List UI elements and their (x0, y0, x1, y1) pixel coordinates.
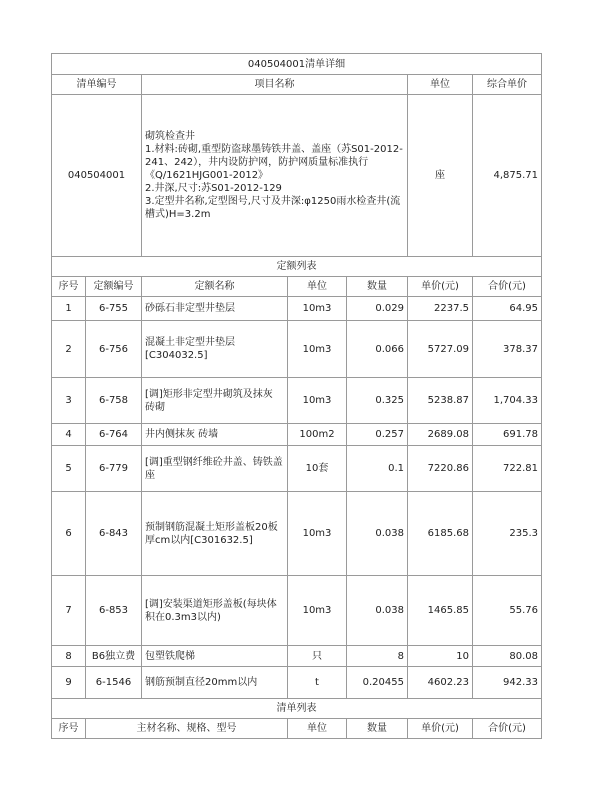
row-seq: 5 (52, 446, 86, 492)
row-name: 钢筋预制直径20mm以内 (142, 667, 288, 699)
row-code: B6独立费 (86, 646, 142, 667)
row-unit: 10m3 (288, 297, 347, 321)
table-row (52, 646, 542, 667)
bill-detail-table (51, 53, 542, 739)
row-price: 10 (408, 646, 473, 667)
row-name: 砂砾石非定型井垫层 (142, 297, 288, 321)
quota-seq-header: 序号 (52, 277, 86, 297)
row-code: 6-755 (86, 297, 142, 321)
row-qty: 0.20455 (347, 667, 408, 699)
row-name: 包塑铁爬梯 (142, 646, 288, 667)
row-seq: 3 (52, 378, 86, 424)
row-total: 942.33 (473, 667, 542, 699)
row-total: 378.37 (473, 321, 542, 378)
row-total: 1,704.33 (473, 378, 542, 424)
row-total: 235.3 (473, 492, 542, 576)
quota-price-header: 单价(元) (408, 277, 473, 297)
row-price: 1465.85 (408, 576, 473, 646)
quota-section-title: 定额列表 (52, 257, 542, 277)
row-unit: 100m2 (288, 424, 347, 446)
bill-unit-price-header: 综合单价 (473, 75, 542, 95)
material-price-header: 单价(元) (408, 719, 473, 739)
row-price: 4602.23 (408, 667, 473, 699)
bill-desc-line: 3.定型井名称,定型图号,尺寸及井深:φ1250雨水检查井(流槽式)H=3.2m (145, 196, 401, 220)
row-price: 2237.5 (408, 297, 473, 321)
row-price: 5727.09 (408, 321, 473, 378)
row-name: 预制钢筋混凝土矩形盖板20板厚cm以内[C301632.5] (142, 492, 288, 576)
row-total: 64.95 (473, 297, 542, 321)
bill-desc-line: 砌筑检查井 (145, 131, 195, 142)
row-total: 55.76 (473, 576, 542, 646)
bill-unit-header: 单位 (408, 75, 473, 95)
row-seq: 4 (52, 424, 86, 446)
row-unit: 10m3 (288, 378, 347, 424)
bill-desc-line: 1.材料:砖砌,重型防盗球墨铸铁井盖、盖座（苏S01-2012-241、242），井内设防护网，防护网质量标准执行《Q/1621HJG001-2012》 (145, 144, 403, 181)
quota-unit-header: 单位 (288, 277, 347, 297)
bill-code-header: 清单编号 (52, 75, 142, 95)
material-header-row (52, 719, 542, 739)
row-code: 6-843 (86, 492, 142, 576)
material-seq-header: 序号 (52, 719, 86, 739)
row-unit: 10m3 (288, 321, 347, 378)
row-unit: 10套 (288, 446, 347, 492)
row-name: [调]安装渠道矩形盖板(每块体积在0.3m3以内) (142, 576, 288, 646)
table-row (52, 321, 542, 378)
row-qty: 0.029 (347, 297, 408, 321)
bill-code: 040504001 (52, 95, 142, 257)
quota-qty-header: 数量 (347, 277, 408, 297)
material-qty-header: 数量 (347, 719, 408, 739)
row-name: 混凝土非定型井垫层[C304032.5] (142, 321, 288, 378)
row-unit: t (288, 667, 347, 699)
row-price: 7220.86 (408, 446, 473, 492)
row-total: 691.78 (473, 424, 542, 446)
row-price: 2689.08 (408, 424, 473, 446)
quota-name-header: 定额名称 (142, 277, 288, 297)
bill-unit: 座 (408, 95, 473, 257)
row-seq: 9 (52, 667, 86, 699)
row-total: 722.81 (473, 446, 542, 492)
row-price: 5238.87 (408, 378, 473, 424)
table-row (52, 576, 542, 646)
row-qty: 0.066 (347, 321, 408, 378)
sheet-title: 040504001清单详细 (52, 54, 542, 75)
quota-total-header: 合价(元) (473, 277, 542, 297)
material-name-header: 主材名称、规格、型号 (86, 719, 288, 739)
bill-name-header: 项目名称 (142, 75, 408, 95)
row-seq: 8 (52, 646, 86, 667)
table-row (52, 378, 542, 424)
row-seq: 6 (52, 492, 86, 576)
table-row (52, 297, 542, 321)
row-name: [调]矩形非定型井砌筑及抹灰 砖砌 (142, 378, 288, 424)
row-code: 6-756 (86, 321, 142, 378)
bill-header-row (52, 75, 542, 95)
quota-header-row (52, 277, 542, 297)
row-qty: 0.325 (347, 378, 408, 424)
table-row (52, 446, 542, 492)
table-row (52, 424, 542, 446)
table-row (52, 492, 542, 576)
material-unit-header: 单位 (288, 719, 347, 739)
material-section-title: 清单列表 (52, 699, 542, 719)
row-total: 80.08 (473, 646, 542, 667)
row-unit: 10m3 (288, 576, 347, 646)
row-price: 6185.68 (408, 492, 473, 576)
bill-description (142, 95, 408, 257)
material-total-header: 合价(元) (473, 719, 542, 739)
row-unit: 10m3 (288, 492, 347, 576)
row-code: 6-779 (86, 446, 142, 492)
row-code: 6-764 (86, 424, 142, 446)
row-qty: 8 (347, 646, 408, 667)
bill-unit-price: 4,875.71 (473, 95, 542, 257)
quota-code-header: 定额编号 (86, 277, 142, 297)
row-code: 6-1546 (86, 667, 142, 699)
row-unit: 只 (288, 646, 347, 667)
bill-row (52, 95, 542, 257)
row-name: 井内侧抹灰 砖墙 (142, 424, 288, 446)
row-seq: 1 (52, 297, 86, 321)
row-seq: 7 (52, 576, 86, 646)
bill-desc-line: 2.井深,尺寸:苏S01-2012-129 (145, 183, 282, 194)
row-seq: 2 (52, 321, 86, 378)
row-name: [调]重型钢纤维砼井盖、铸铁盖座 (142, 446, 288, 492)
row-qty: 0.038 (347, 492, 408, 576)
row-qty: 0.038 (347, 576, 408, 646)
table-row (52, 667, 542, 699)
row-qty: 0.1 (347, 446, 408, 492)
row-code: 6-853 (86, 576, 142, 646)
row-code: 6-758 (86, 378, 142, 424)
row-qty: 0.257 (347, 424, 408, 446)
